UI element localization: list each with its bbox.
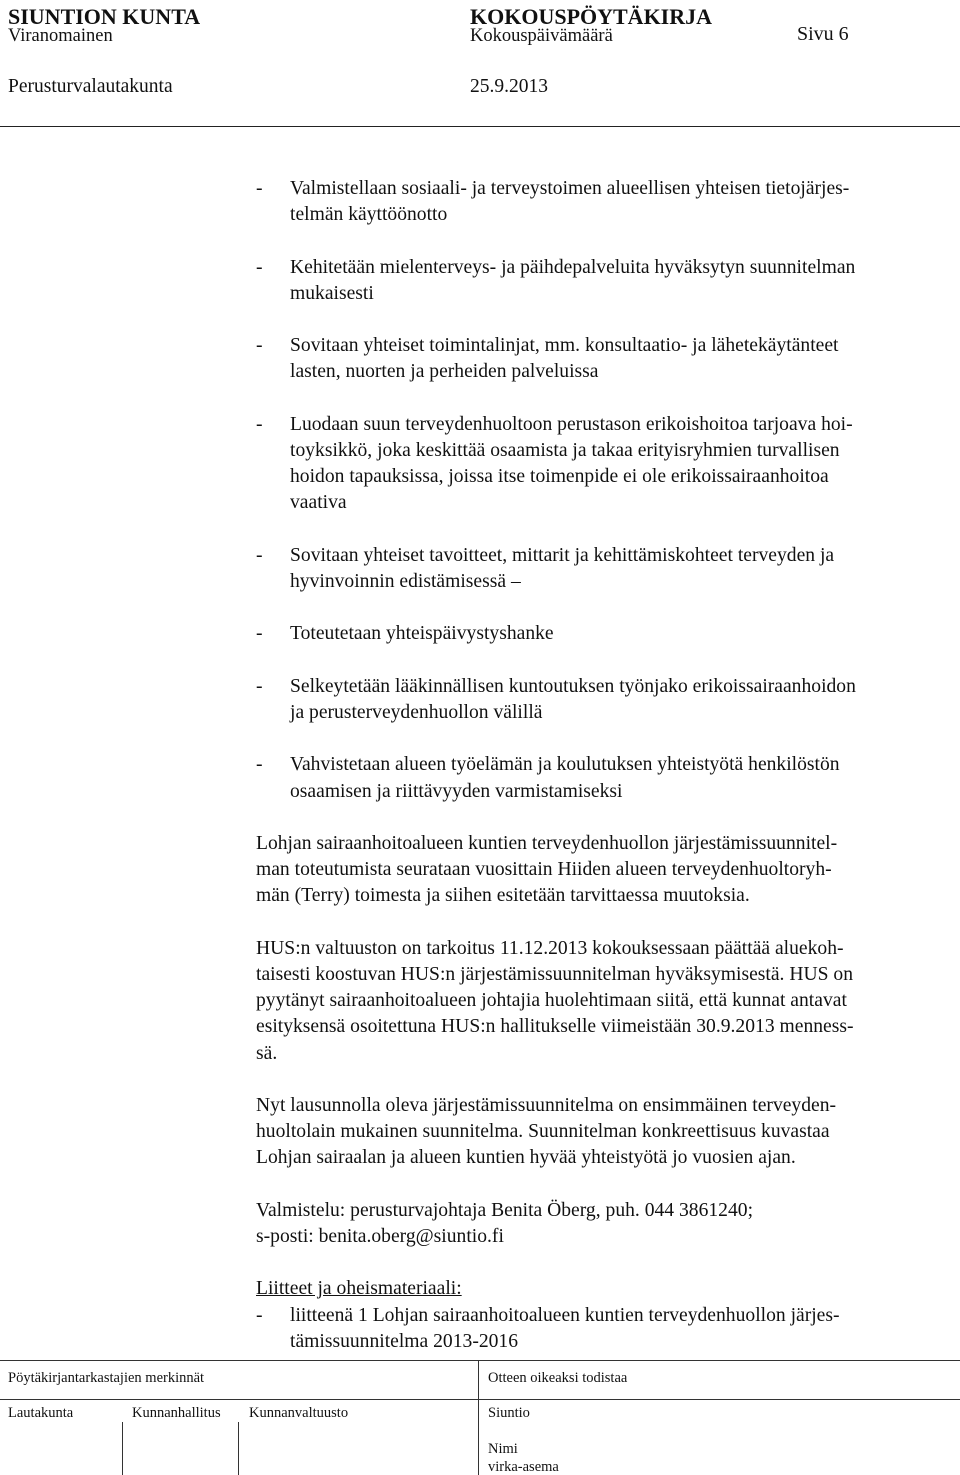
footer-col-kunnanhallitus: Kunnanhallitus xyxy=(132,1405,221,1421)
bullet-item xyxy=(256,752,956,804)
attachment-line: tämissuunnitelma 2013-2016 xyxy=(290,1330,519,1352)
bullet-dash: - xyxy=(256,335,263,357)
bullet-line: Vahvistetaan alueen työelämän ja koulutuksen yhteistyötä henkilöstön xyxy=(290,754,840,776)
bullet-line: Kehitetään mielenterveys- ja päihdepalveluita hyväksytyn suunnitelman xyxy=(290,256,856,278)
bullet-line: ja perusterveydenhuollon välillä xyxy=(290,701,543,723)
document-type: KOKOUSPÖYTÄKIRJA xyxy=(470,4,713,29)
paragraph-line: Valmistelu: perusturvajohtaja Benita Öberg, puh. 044 3861240; xyxy=(256,1199,754,1221)
authority-name: Perusturvalautakunta xyxy=(8,76,173,97)
paragraph-line: sä. xyxy=(256,1042,278,1064)
paragraph-line: taisesti koostuvan HUS:n järjestämissuunnitelman hyväksymisestä. HUS on xyxy=(256,963,854,985)
paragraph-list xyxy=(256,831,956,1276)
page-number: Sivu 6 xyxy=(797,23,849,45)
paragraph-line: esityksensä osoitettuna HUS:n hallitukselle viimeistään 30.9.2013 menness- xyxy=(256,1016,854,1038)
body-paragraph xyxy=(256,831,956,910)
body-paragraph xyxy=(256,1198,956,1250)
footer-divider-1 xyxy=(122,1422,123,1475)
spacer xyxy=(256,1250,956,1276)
bullet-line: Valmistellaan sosiaali- ja terveystoimen alueellisen yhteisen tietojärjes- xyxy=(290,178,850,199)
attachment-dash: - xyxy=(256,1304,263,1326)
footer-place: Siuntio xyxy=(488,1405,530,1421)
bullet-dash: - xyxy=(256,544,263,566)
bullet-line: hoidon tapauksissa, joissa itse toimenpide ei ole erikoissairaanhoitoa xyxy=(290,466,829,488)
paragraph-line: Lohjan sairaanhoitoalueen kuntien terveydenhuollon järjestämissuunnitel- xyxy=(256,832,838,854)
spacer xyxy=(256,228,956,254)
bullet-item xyxy=(256,412,956,517)
paragraph-line: HUS:n valtuuston on tarkoitus 11.12.2013 kokouksessaan päättää aluekoh- xyxy=(256,937,844,959)
footer-name-label: Nimi xyxy=(488,1441,518,1457)
paragraph-line: man toteutumista seurataan vuosittain Hiiden alueen terveydenhuoltoryh- xyxy=(256,859,832,881)
meeting-date-label: Kokouspäivämäärä xyxy=(470,26,613,46)
bullet-line: Sovitaan yhteiset tavoitteet, mittarit ja kehittämiskohteet terveyden ja xyxy=(290,544,835,566)
paragraph-line: pyytänyt sairaanhoitoalueen johtajia huolehtimaan siitä, että kunnat antavat xyxy=(256,990,847,1012)
body-paragraph xyxy=(256,1093,956,1172)
signature-footer xyxy=(0,1360,960,1475)
footer-divider-2 xyxy=(238,1422,239,1475)
spacer xyxy=(256,517,956,543)
attachments-section xyxy=(256,1276,956,1355)
document-body xyxy=(256,176,956,1355)
body-paragraph xyxy=(256,936,956,1067)
bullet-dash: - xyxy=(256,754,263,776)
bullet-line: telmän käyttöönotto xyxy=(290,204,448,226)
bullet-item xyxy=(256,333,956,385)
bullet-dash: - xyxy=(256,256,263,278)
bullet-line: toyksikkö, joka keskittää osaamista ja takaa erityisryhmien turvallisen xyxy=(290,439,840,461)
bullet-item xyxy=(256,255,956,307)
bullet-line: osaamisen ja riittävyyden varmistamiseksi xyxy=(290,780,623,802)
paragraph-line: huoltolain mukainen suunnitelma. Suunnitelman konkreettisuus kuvastaa xyxy=(256,1121,830,1143)
footer-col-kunnanvaltuusto: Kunnanvaltuusto xyxy=(249,1405,349,1421)
paragraph-line: Nyt lausunnolla oleva järjestämissuunnitelma on ensimmäinen terveyden- xyxy=(256,1094,837,1116)
spacer xyxy=(256,595,956,621)
bullet-dash: - xyxy=(256,623,263,645)
authority-label: Viranomainen xyxy=(8,26,113,46)
bullet-item xyxy=(256,621,956,647)
bullet-item xyxy=(256,176,956,228)
bullet-line: Toteutetaan yhteispäivystyshanke xyxy=(290,623,554,645)
spacer xyxy=(256,726,956,752)
bullet-dash: - xyxy=(256,178,263,199)
spacer xyxy=(256,910,956,936)
attachment-item xyxy=(256,1303,956,1355)
bullet-line: vaativa xyxy=(290,492,347,514)
spacer xyxy=(256,307,956,333)
bullet-item xyxy=(256,674,956,726)
spacer xyxy=(256,1172,956,1198)
spacer xyxy=(256,648,956,674)
spacer xyxy=(256,1067,956,1093)
bullet-dash: - xyxy=(256,675,263,697)
bullet-line: Luodaan suun terveydenhuoltoon perustason erikoishoitoa tarjoava hoi- xyxy=(290,413,853,435)
municipality-name: SIUNTION KUNTA xyxy=(8,4,201,29)
bullet-dash: - xyxy=(256,413,263,435)
bullet-line: hyvinvoinnin edistämisessä – xyxy=(290,570,521,592)
paragraph-line: s-posti: benita.oberg@siuntio.fi xyxy=(256,1225,504,1247)
attachment-line: liitteenä 1 Lohjan sairaanhoitoalueen kuntien terveydenhuollon järjes- xyxy=(290,1304,840,1326)
spacer xyxy=(256,805,956,831)
footer-col-lautakunta: Lautakunta xyxy=(8,1405,74,1421)
header-divider xyxy=(0,126,960,127)
bullet-line: Sovitaan yhteiset toimintalinjat, mm. konsultaatio- ja lähetekäytänteet xyxy=(290,335,839,357)
meeting-date: 25.9.2013 xyxy=(470,76,548,97)
bullet-list xyxy=(256,176,956,831)
reviewers-label: Pöytäkirjantarkastajien merkinnät xyxy=(8,1370,205,1386)
footer-mid-rule xyxy=(0,1399,960,1400)
attachments-title: Liitteet ja oheismateriaali: xyxy=(256,1278,462,1300)
paragraph-line: Lohjan sairaalan ja alueen kuntien hyvää yhteistyötä jo vuosien ajan. xyxy=(256,1147,796,1169)
paragraph-line: män (Terry) toimesta ja siihen esitetään tarvittaessa muutoksia. xyxy=(256,885,750,907)
spacer xyxy=(256,386,956,412)
footer-col-divider xyxy=(478,1360,479,1475)
bullet-line: mukaisesti xyxy=(290,282,374,304)
bullet-line: Selkeytetään lääkinnällisen kuntoutuksen työnjako erikoissairaanhoidon xyxy=(290,675,856,697)
footer-top-rule xyxy=(0,1360,960,1361)
footer-position-label: virka-asema xyxy=(488,1459,559,1475)
certified-label: Otteen oikeaksi todistaa xyxy=(488,1370,628,1386)
bullet-item xyxy=(256,543,956,595)
bullet-line: lasten, nuorten ja perheiden palveluissa xyxy=(290,361,599,383)
